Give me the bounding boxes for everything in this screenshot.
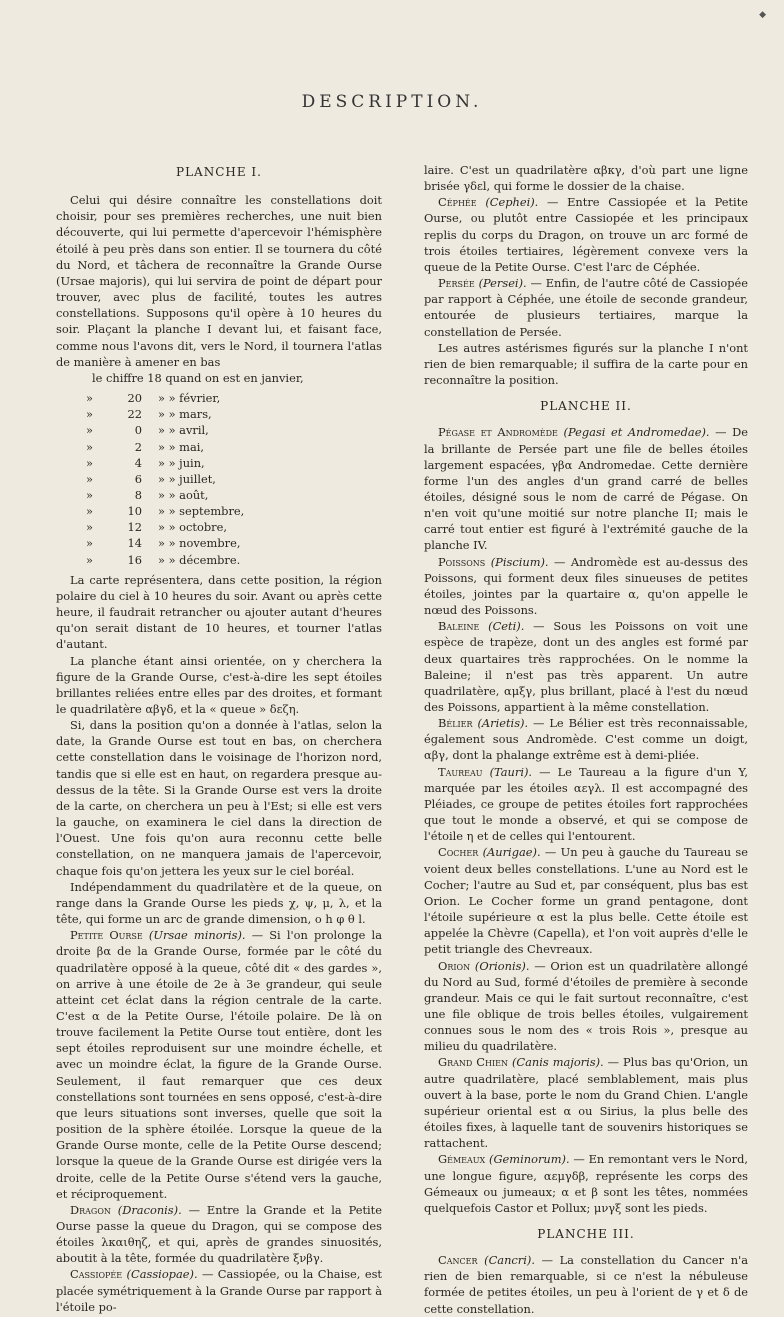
left-column [56,160,382,1315]
months-cell-n: 20 [127,391,142,406]
paragraph-gemeaux [424,1151,748,1216]
section-heading-planche-3: PLANCHE III. [537,1227,635,1241]
paragraph-grand-chien [424,1054,748,1151]
entry-text: — De la brillante de Persée part une file de belles étoiles largement espacées, γβα Andromedae. Cette dernière forme l'un des angles d'un grand carré de belles étoiles, désigné sous le nom de carré de Pégase. On n'en voit qu'une moitié sur notre planche II; mais le carré tout entier est figuré à l'extrémité gauche de la planche IV. [424,425,749,553]
entry-name: Taureau [438,764,483,779]
months-lead: le chiffre 18 quand on est en janvier, [92,370,304,385]
entry-name: Gémeaux [438,1152,486,1167]
months-row [66,439,244,455]
entry-text: — Le Taureau a la figure d'un Y, marquée par les étoiles αεγλ. Il est accompagné des Pléiades, ce groupe de petites étoiles fort rapprochées que tout le monde a observé, et qui se compose de l'étoile η et de celles qui l'entourent. [424,764,748,844]
paragraph-position: Si, dans la position qu'on a donnée à l'atlas, selon la date, la Grande Ourse est tout en bas, on cherchera cette constellation dans le voisinage de l'horizon nord, tandis que si elle est en haut, on regardera presque au-dessus de la tête. Si la Grande Ourse est vers la droite de la carte, on cherchera un peu à l'Est; si elle est vers la gauche, on examinera le ciel dans la direction de l'Ouest. Une fois qu'on aura reconnu cette belle constellation, on ne manquera jamais de l'apercevoir, chaque fois qu'on jettera les yeux sur le ciel boréal. [56,718,382,878]
entry-latin: (Piscium). [490,554,549,569]
entry-name: Dragon [70,1202,111,1217]
months-cell-q: » [86,455,93,470]
entry-name: Bélier [438,716,473,731]
months-cell-q: » [86,407,93,422]
paragraph-taureau [424,764,748,845]
entry-name: Orion [438,958,471,973]
months-cell-q: » [86,391,93,406]
paragraph-baleine [424,618,748,715]
entry-name: Baleine [438,619,480,634]
entry-text: — Si l'on prolonge la droite βα de la Grande Ourse, formée par le côté du quadrilatère opposé à la queue, côté dit « des gardes », on arrive à une étoile de 2e à 3e grandeur, qui seule atteint cet éclat dans la région centrale de la carte. C'est α de la Petite Ourse, l'étoile polaire. De là on trouve facilement la Petite Ourse tout entière, dont les sept étoiles reproduisent sur une moindre échelle, et avec un moindre éclat, la figure de la Grande Ourse. Seulement, il faut remarquer que ces deux constellations sont tournées en sens opposé, c'est-à-dire que leurs situations sont inverses, quelle que soit la position de la sphère étoilée. Lorsque la queue de la Grande Ourse monte, celle de la Petite Ourse descend; lorsque la queue de la Grande Ourse est dirigée vers la droite, celle de la Petite Ourse s'étend vers la gauche, et réciproquement. [56,928,382,1201]
entry-latin: (Orionis). [474,958,530,973]
months-cell-q: » [86,439,93,454]
months-cell-n: 16 [127,552,142,567]
paragraph-feet-head: Indépendamment du quadrilatère et de la queue, on range dans la Grande Ourse les pieds χ, ψ, μ, λ, et la tête, qui forme un arc de grande dimension, ο h φ θ l. [56,879,382,927]
months-cell-q: » [86,423,93,438]
months-cell-m: » » novembre, [158,536,241,551]
months-row [66,471,244,487]
entry-name: Petite Ourse [70,928,143,943]
months-cell-m: » » septembre, [158,504,245,519]
entry-text: — Entre Cassiopée et la Petite Ourse, ou plutôt entre Cassiopée et les principaux replis du corps du Dragon, on trouve un arc formé de trois étoiles tertiaires, légèrement convexe vers la queue de la Petite Ourse. C'est l'arc de Céphée. [424,195,749,274]
entry-name: Grand Chien [438,1055,508,1070]
months-row [66,406,244,422]
months-cell-m: » » avril, [158,423,209,438]
months-cell-n: 12 [127,520,142,535]
months-cell-n: 22 [127,407,142,422]
section-heading-planche-2: PLANCHE II. [540,399,632,414]
section-heading-planche-1: PLANCHE I. [176,165,262,179]
months-cell-n: 10 [127,504,142,519]
entry-text: — La constellation du Cancer n'a rien de bien remarquable, si ce n'est la nébuleuse formée de petites étoiles, un peu à l'orient de γ et δ de cette constellation. [424,1253,748,1316]
intro-paragraph: Celui qui désire connaître les constellations doit choisir, pour ses premières recherches, une nuit bien découverte, qui lui permette d'apercevoir l'hémisphère étoilé à peu près dans son entier. Il se tournera du côté du Nord, et tâchera de reconnaître la Grande Ourse (Ursae majoris), qui lui servira de point de départ pour trouver, avec plus de facilité, toutes les autres constellations. Supposons qu'il opère à 10 heures du soir. Plaçant la planche I devant lui, et faisant face, comme nous l'avons dit, vers le Nord, il tournera l'atlas de manière à amener en bas [56,193,382,369]
months-cell-n: 2 [134,439,142,454]
months-cell-m: » » mars, [158,407,212,422]
months-cell-m: » » octobre, [158,520,227,535]
paragraph-region: La carte représentera, dans cette position, la région polaire du ciel à 10 heures du soir. Avant ou après cette heure, il faudrait retrancher ou ajouter autant d'heures qu'on serait distant de 10 heures, et tourner l'atlas d'autant. [56,572,382,652]
months-cell-q: » [86,504,93,519]
months-row [66,535,244,551]
months-row [66,552,244,568]
corner-mark: ◆ [759,10,766,20]
entry-latin: (Cassiopae). [126,1267,198,1282]
months-cell-m: » » août, [158,487,209,502]
entry-latin: (Arietis). [477,716,529,731]
paragraph-cassiopee-cont: laire. C'est un quadrilatère αβκγ, d'où part une ligne brisée γδεl, qui forme le dossier de la chaise. [424,163,748,194]
entry-latin: (Cancri). [484,1253,535,1268]
months-row [66,422,244,438]
months-row [66,390,244,406]
months-cell-q: » [86,471,93,486]
paragraph-cancer [424,1252,748,1317]
entry-text: — Le Bélier est très reconnaissable, également sous Andromède. C'est comme un doigt, αβγ, dont la phalange extrême est à demi-pliée. [424,716,748,763]
paragraph-cephee [424,194,748,275]
entry-latin: (Cephei). [485,195,539,210]
months-cell-m: » » mai, [158,439,205,454]
months-cell-m: » » juin, [158,455,205,470]
entry-latin: (Pegasi et Andromedae). [563,425,710,440]
months-cell-n: 6 [134,471,142,486]
entry-text: — En remontant vers le Nord, une longue figure, αεμγδβ, représente les corps des Gémeaux ou jumeaux; α et β sont les têtes, nommées quelquefois Castor et Pollux; μνγξ sont les pieds. [424,1152,749,1215]
entry-text: — Plus bas qu'Orion, un autre quadrilatère, placé semblablement, mais plus ouvert à la base, porte le nom du Grand Chien. L'angle supérieur oriental est α ou Sirius, la plus belle des étoiles fixes, à laquelle tant de souvenirs historiques se rattachent. [424,1055,748,1151]
paragraph-dragon [56,1202,382,1267]
months-cell-q: » [86,487,93,502]
entry-text: — Enfin, de l'autre côté de Cassiopée par rapport à Céphée, une étoile de seconde grandeur, entourée de plusieurs tertiaires, marque la constellation de Persée. [424,276,748,339]
months-row [66,455,244,471]
paragraph-cocher [424,844,748,957]
months-cell-q: » [86,552,93,567]
months-table [66,390,244,568]
entry-text: — Entre la Grande et la Petite Ourse passe la queue du Dragon, qui se compose des étoiles λκαιθηζ, et qui, après de grandes sinuosités, aboutit à la tête, formée du quadrilatère ξνβγ. [56,1202,382,1266]
entry-text: — Andromède est au-dessus des Poissons, qui forment deux files sinueuses de petites étoiles, jointes par la quartaire α, qu'on appelle le nœud des Poissons. [424,554,748,618]
months-row [66,519,244,535]
entry-name: Persée [438,276,475,291]
paragraph-orion [424,958,748,1055]
months-row [66,487,244,503]
paragraph-cassiopee [56,1266,382,1314]
entry-latin: (Draconis). [117,1202,182,1217]
entry-latin: (Aurigae). [482,845,541,860]
months-cell-m: » » décembre. [158,552,241,567]
paragraph-belier [424,715,748,763]
entry-latin: (Canis majoris). [511,1055,604,1070]
paragraph-autres: Les autres astérismes figurés sur la planche I n'ont rien de bien remarquable; il suffira de la carte pour en reconnaître la position. [424,340,748,388]
paragraph-orientation: La planche étant ainsi orientée, on y cherchera la figure de la Grande Ourse, c'est-à-dire les sept étoiles brillantes reliées entre elles par des droites, et formant le quadrilatère αβγδ, et la « queue » δεζη. [56,653,382,716]
entry-name: Céphée [438,195,477,210]
entry-name: Cassiopée [70,1267,123,1282]
entry-latin: (Persei). [478,276,527,291]
months-cell-n: 0 [134,423,142,438]
months-cell-q: » [86,536,93,551]
entry-text: — Orion est un quadrilatère allongé du Nord au Sud, formé d'étoiles de première à seconde grandeur. Mais ce qui le fait surtout reconnaître, c'est une file oblique de trois belles étoiles, vulgairement connues sous le nom des « trois Rois », presque au milieu du quadrilatère. [424,958,748,1054]
entry-latin: (Ursae minoris). [148,928,246,943]
entry-latin: (Geminorum). [489,1152,570,1167]
paragraph-persee [424,275,748,340]
months-cell-m: » » février, [158,391,221,406]
entry-latin: (Tauri). [489,764,533,779]
entry-name: Pégase et Andromède [438,425,558,440]
page-title: DESCRIPTION. [301,92,483,112]
entry-text: — Un peu à gauche du Taureau se voient deux belles constellations. L'une au Nord est le Cocher; l'autre au Sud et, par conséquent, plus bas est Orion. Le Cocher forme un grand pentagone, dont l'étoile supérieure α est la plus belle. Cette étoile est appelée la Chèvre (Capella), et l'on voit auprès d'elle le petit triangle des Chevreaux. [424,845,748,957]
entry-text: — Cassiopée, ou la Chaise, est placée symétriquement à la Grande Ourse par rapport à l'étoile po- [56,1267,382,1314]
paragraph-poissons [424,554,748,619]
entry-text: — Sous les Poissons on voit une espèce de trapèze, dont un des angles est formé par deux quartaires très rapprochées. On le nomme la Baleine; il n'est pas très apparent. Un autre quadrilatère, αμξγ, plus brillant, placé à l'est du nœud des Poissons, appartient à la même constellation. [424,619,748,714]
entry-latin: (Ceti). [488,619,525,634]
entry-name: Poissons [438,554,486,569]
months-cell-q: » [86,520,93,535]
entry-name: Cancer [438,1253,478,1268]
months-row [66,503,244,519]
entry-name: Cocher [438,845,479,860]
paragraph-pegase [424,424,748,553]
months-cell-n: 8 [134,487,142,502]
months-cell-n: 14 [127,536,142,551]
right-column [424,162,748,1317]
months-cell-m: » » juillet, [158,471,216,486]
months-cell-n: 4 [134,455,142,470]
paragraph-petite-ourse [56,927,382,1202]
